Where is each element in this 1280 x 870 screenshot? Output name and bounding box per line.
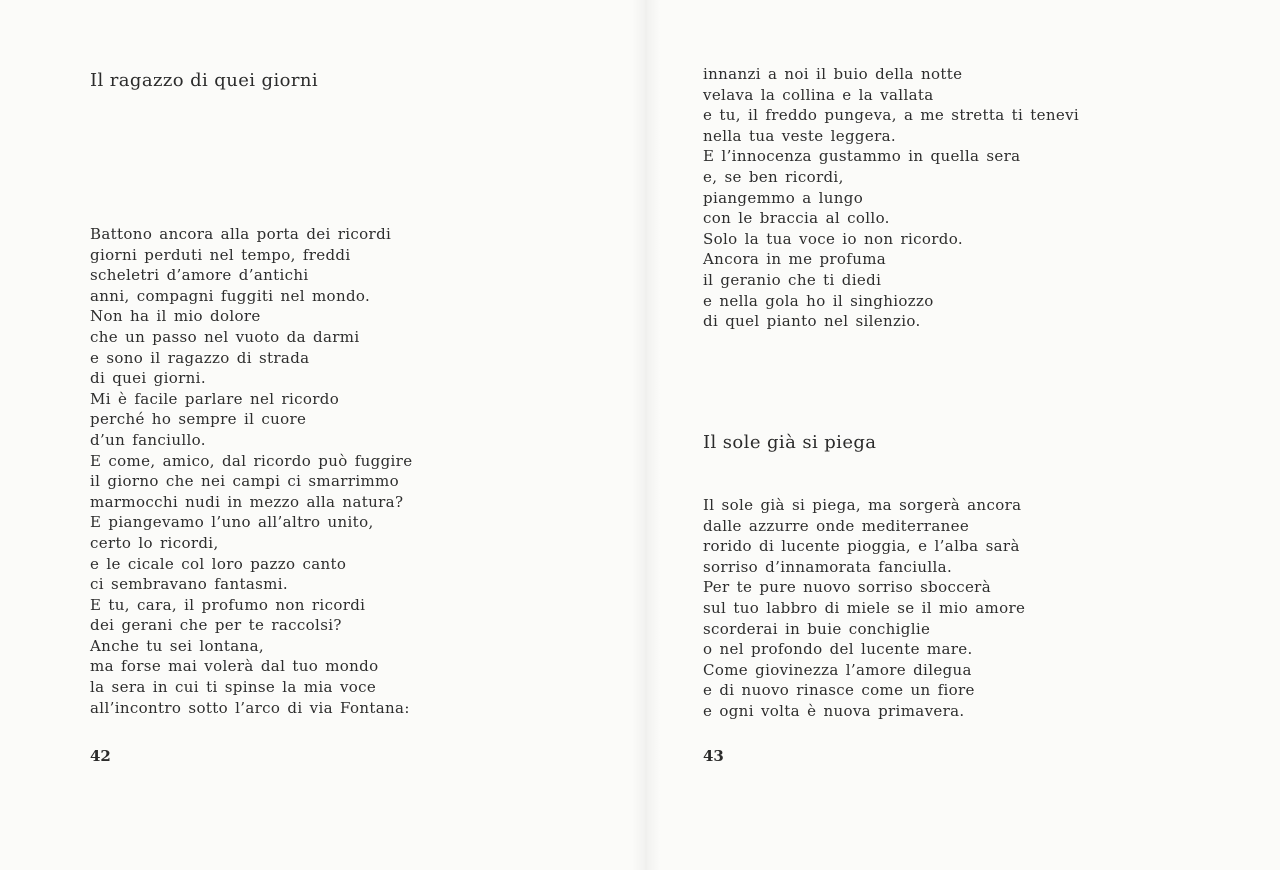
- verse-line: e ogni volta è nuova primavera.: [703, 701, 965, 720]
- verse-line: ma forse mai volerà dal tuo mondo: [90, 657, 379, 676]
- verse-line: E l’innocenza gustammo in quella sera: [703, 147, 1021, 166]
- verse-line: giorni perduti nel tempo, freddi: [90, 245, 351, 264]
- verse-line: Per te pure nuovo sorriso sboccerà: [703, 578, 991, 597]
- verse-line: dalle azzurre onde mediterranee: [703, 516, 970, 535]
- verse-line: la sera in cui ti spinse la mia voce: [90, 678, 377, 697]
- verse-line: dei gerani che per te raccolsi?: [90, 616, 342, 635]
- verse-line: scorderai in buie conchiglie: [703, 619, 931, 638]
- poem-body: [703, 495, 1025, 722]
- verse-line: e, se ben ricordi,: [703, 167, 844, 186]
- poem-body: [90, 224, 412, 718]
- verse-line: Ancora in me profuma: [703, 250, 887, 269]
- verse-line: E tu, cara, il profumo non ricordi: [90, 595, 366, 614]
- verse-line: sul tuo labbro di miele se il mio amore: [703, 598, 1026, 617]
- verse-line: sorriso d’innamorata fanciulla.: [703, 557, 953, 576]
- verse-line: certo lo ricordi,: [90, 533, 219, 552]
- verse-line: rorido di lucente pioggia, e l’alba sarà: [703, 537, 1020, 556]
- verse-line: di quei giorni.: [90, 369, 206, 388]
- poem-continuation: [703, 64, 1079, 332]
- verse-line: d’un fanciullo.: [90, 430, 206, 449]
- verse-line: Battono ancora alla porta dei ricordi: [90, 225, 392, 243]
- poem-title: Il ragazzo di quei giorni: [90, 70, 319, 91]
- verse-line: ci sembravano fantasmi.: [90, 575, 289, 594]
- verse-line: marmocchi nudi in mezzo alla natura?: [90, 492, 404, 511]
- verse-line: Anche tu sei lontana,: [90, 636, 264, 655]
- verse-line: e tu, il freddo pungeva, a me stretta ti tenevi: [703, 106, 1080, 125]
- poem-title: Il sole già si piega: [703, 432, 877, 453]
- verse-line: Mi è facile parlare nel ricordo: [90, 389, 340, 408]
- verse-line: Non ha il mio dolore: [90, 307, 261, 326]
- right-page: [640, 0, 1280, 870]
- verse-line: anni, compagni fuggiti nel mondo.: [90, 286, 371, 305]
- verse-line: con le braccia al collo.: [703, 209, 890, 228]
- verse-line: innanzi a noi il buio della notte: [703, 65, 963, 83]
- verse-line: Il sole già si piega, ma sorgerà ancora: [703, 496, 1022, 514]
- verse-line: scheletri d’amore d’antichi: [90, 266, 309, 285]
- verse-line: e di nuovo rinasce come un fiore: [703, 681, 975, 700]
- verse-line: e sono il ragazzo di strada: [90, 348, 310, 367]
- verse-line: E come, amico, dal ricordo può fuggire: [90, 451, 413, 470]
- verse-line: che un passo nel vuoto da darmi: [90, 327, 360, 346]
- page-number: 43: [703, 747, 724, 765]
- verse-line: il giorno che nei campi ci smarrimmo: [90, 472, 400, 491]
- verse-line: piangemmo a lungo: [703, 188, 864, 207]
- verse-line: velava la collina e la vallata: [703, 85, 934, 104]
- verse-line: e le cicale col loro pazzo canto: [90, 554, 347, 573]
- verse-line: il geranio che ti diedi: [703, 270, 882, 289]
- verse-line: e nella gola ho il singhiozzo: [703, 291, 934, 310]
- verse-line: Solo la tua voce io non ricordo.: [703, 229, 963, 248]
- verse-line: Come giovinezza l’amore dilegua: [703, 660, 972, 679]
- verse-line: nella tua veste leggera.: [703, 126, 897, 145]
- verse-line: di quel pianto nel silenzio.: [703, 312, 921, 331]
- verse-line: all’incontro sotto l’arco di via Fontana:: [90, 698, 410, 717]
- verse-line: perché ho sempre il cuore: [90, 410, 307, 429]
- verse-line: E piangevamo l’uno all’altro unito,: [90, 513, 374, 532]
- page-number: 42: [90, 747, 111, 765]
- verse-line: o nel profondo del lucente mare.: [703, 640, 973, 659]
